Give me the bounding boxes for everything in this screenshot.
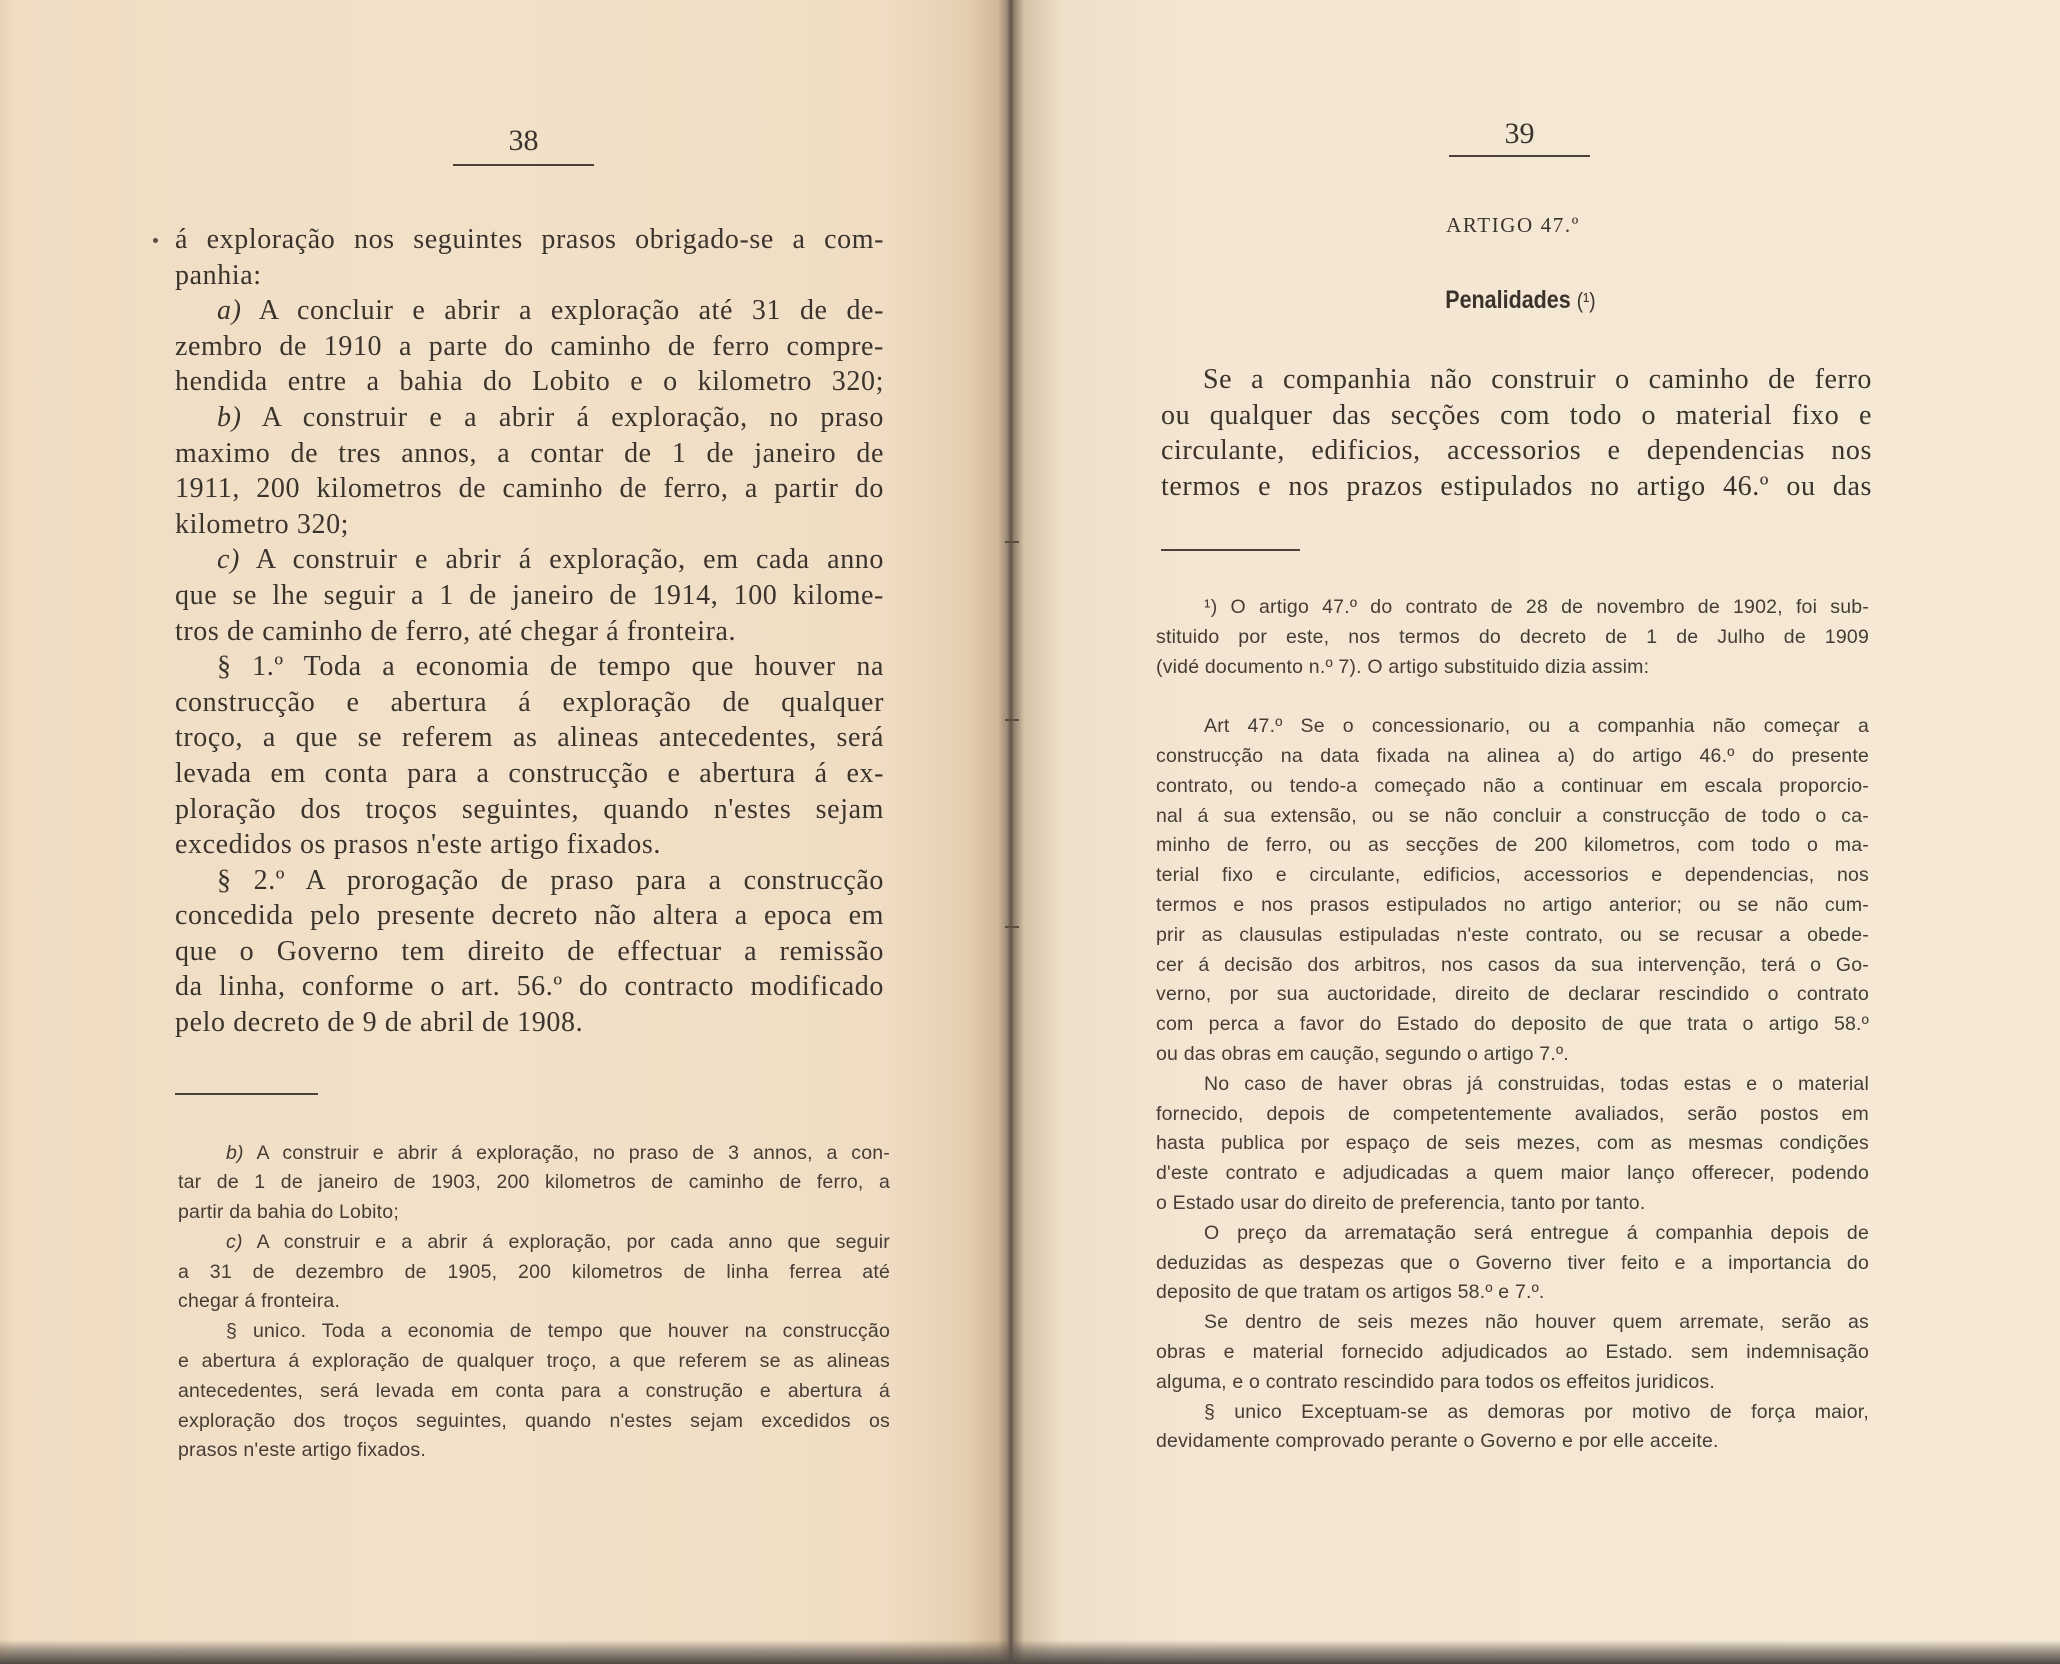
footnote-paragraph (1156, 1398, 1869, 1458)
text-line: ou qualquer das secções com todo o material fixo e (1161, 399, 1872, 431)
footnote-separator (1161, 549, 1300, 551)
footnote-line: obras e material fornecido adjudicados ao Estado. sem indemnisação (1156, 1340, 1869, 1363)
footnote-paragraph (178, 1139, 890, 1228)
footnote-line: alguma, e o contrato rescindido para todos os effeitos juridicos. (1156, 1370, 1715, 1393)
text-line: § 2.º A prorogação de praso para a construcção (217, 864, 884, 896)
binding-mark (1005, 541, 1019, 543)
footnote-line: partir da bahia do Lobito; (178, 1201, 399, 1224)
footnote-line: nal á sua extensão, ou se não concluir a construcção de todo o ca- (1156, 804, 1869, 827)
footnote-paragraph (1156, 593, 1869, 682)
footnote-line: antecedentes, será levada em conta para a construção e abertura á (178, 1379, 890, 1402)
footnote-line: deposito de que tratam os artigos 58.º e 7.º. (1156, 1281, 1545, 1304)
line-text: A construir e a abrir á exploração, no praso (261, 401, 884, 433)
footnote-paragraph (178, 1317, 890, 1466)
footnote-line: (vidé documento n.º 7). O artigo substituido dizia assim: (1156, 655, 1650, 678)
footnote-line: § unico. Toda a economia de tempo que houver na construcção (226, 1320, 890, 1343)
binding-mark (1005, 719, 1019, 721)
paragraph (1161, 362, 1872, 504)
footnote-paragraph (1156, 712, 1869, 1070)
text-line: termos e nos prazos estipulados no artigo 46.º ou das (1161, 470, 1872, 502)
article-heading: ARTIGO 47.º (1446, 213, 1580, 237)
text-line: que o Governo tem direito de effectuar a remissão (175, 935, 884, 967)
text-line: levada em conta para a construcção e abertura á ex- (175, 757, 884, 789)
footnote-line: stituido por este, nos termos do decreto de 1 de Julho de 1909 (1156, 625, 1869, 648)
text-line: zembro de 1910 a parte do caminho de ferro compre- (175, 330, 884, 362)
item-label: b) (217, 401, 242, 433)
section-title (1420, 284, 1620, 316)
text-line: troço, a que se referem as alineas antecedentes, será (175, 722, 884, 754)
binding-mark (1005, 926, 1019, 928)
text-line (175, 293, 884, 329)
footnotes (178, 1139, 890, 1467)
footnote-line: e abertura á exploração de qualquer troço, a que referem se as alineas (178, 1350, 890, 1373)
text-line: que se lhe seguir a 1 de janeiro de 1914, 100 kilome- (175, 579, 884, 611)
section-title-word: Penalidades (1444, 286, 1571, 314)
footnote-line: prir as clausulas estipuladas n'este contrato, ou se recusar a obede- (1156, 923, 1869, 946)
line-text: A concluir e abrir a exploração até 31 de de- (258, 295, 884, 327)
paragraph (175, 863, 884, 1041)
footnote-line: hasta publica por espaço de seis mezes, com as mesmas condições (1156, 1132, 1869, 1155)
footnote-line: d'este contrato e adjudicadas a quem maior lanço offerecer, podendo (1156, 1162, 1869, 1185)
footnote-line: terial fixo e circulante, edificios, accessorios e dependencias, nos (1156, 864, 1869, 887)
item-label: a) (217, 295, 242, 327)
text-line: excedidos os prasos n'este artigo fixados. (175, 829, 661, 861)
text-line: da linha, conforme o art. 56.º do contracto modificado (175, 971, 884, 1003)
footnote-line: minho de ferro, ou as secções de 200 kilometros, com todo o ma- (1156, 834, 1869, 857)
footnote-line: exploração dos troços seguintes, quando n'estes sejam excedidos os (178, 1409, 890, 1432)
footnotes (1156, 593, 1869, 1457)
text-line: 1911, 200 kilometros de caminho de ferro, a partir do (175, 473, 884, 505)
footnote-line: cer á decisão dos arbitros, nos casos da sua intervenção, terá o Go- (1156, 953, 1869, 976)
footnote-paragraph (1156, 1219, 1869, 1308)
footnote-line: ou das obras em caução, segundo o artigo 7.º. (1156, 1042, 1569, 1065)
footnote-line (178, 1228, 890, 1258)
paragraph (175, 293, 884, 400)
footnote-line: ¹) O artigo 47.º do contrato de 28 de novembro de 1902, foi sub- (1204, 596, 1869, 618)
main-text (175, 222, 884, 1041)
footnote-line (178, 1139, 890, 1169)
footnote-line: devidamente comprovado perante o Governo e por elle acceite. (1156, 1430, 1719, 1453)
text-line: pelo decreto de 9 de abril de 1908. (175, 1007, 584, 1039)
text-line: ploração dos troços seguintes, quando n'estes sejam (175, 793, 884, 825)
footnote-line: construcção na data fixada na alinea a) do artigo 46.º do presente (1156, 744, 1869, 767)
footnote-reference: (¹) (1576, 288, 1596, 313)
paragraph (175, 649, 884, 863)
line-text: A construir e abrir á exploração, no praso de 3 annos, a con- (256, 1141, 890, 1164)
footnote-line: tar de 1 de janeiro de 1903, 200 kilometros de caminho de ferro, a (178, 1171, 890, 1194)
text-line: Se a companhia não construir o caminho de ferro (1203, 364, 1872, 395)
text-line: § 1.º Toda a economia de tempo que houver na (217, 651, 884, 683)
text-line: construcção e abertura á exploração de qualquer (175, 686, 884, 718)
text-line: tros de caminho de ferro, até chegar á fronteira. (175, 615, 737, 647)
text-line (175, 542, 884, 578)
paragraph (175, 542, 884, 649)
footnote-line: o Estado usar do direito de preferencia, tanto por tanto. (1156, 1191, 1646, 1214)
footnote-line: verno, por sua auctoridade, direito de declarar rescindido o contrato (1156, 983, 1869, 1006)
text-line (175, 400, 884, 436)
item-label: c) (217, 544, 240, 576)
footnote-line: Art 47.º Se o concessionario, ou a companhia não começar a (1204, 715, 1869, 738)
text-line: kilometro 320; (175, 508, 350, 540)
footnote-line: chegar á fronteira. (178, 1290, 341, 1313)
section-title-text (1445, 284, 1595, 317)
page-number: 38 (508, 124, 539, 157)
footnote-paragraph (178, 1228, 890, 1317)
footnote-separator (175, 1093, 318, 1095)
text-line: hendida entre a bahia do Lobito e o kilometro 320; (175, 366, 884, 398)
text-line: á exploração nos seguintes prasos obrigado-se a com- (175, 224, 884, 255)
text-line: panhia: (175, 259, 262, 291)
bottom-edge-shadow (0, 1640, 2060, 1664)
footnote-line: O preço da arrematação será entregue á companhia depois de (1204, 1221, 1869, 1244)
page-number-rule (453, 164, 594, 166)
footnote-line: a 31 de dezembro de 1905, 200 kilometros de linha ferrea até (178, 1260, 890, 1283)
paragraph (175, 222, 884, 293)
footnote-paragraph (1156, 1070, 1869, 1219)
footnote-line: contrato, ou tendo-a começado não a continuar em escala proporcio- (1156, 774, 1869, 797)
footnote-line: § unico Exceptuam-se as demoras por motivo de força maior, (1204, 1400, 1869, 1423)
main-text (1161, 362, 1872, 504)
text-line: concedida pelo presente decreto não altera a epoca em (175, 900, 884, 932)
text-line: maximo de tres annos, a contar de 1 de janeiro de (175, 437, 884, 469)
text-line: circulante, edificios, accessorios e dependencias nos (1161, 435, 1872, 467)
footnote-line: fornecido, depois de competentemente avaliados, serão postos em (1156, 1102, 1869, 1125)
footnote-paragraph (1156, 1308, 1869, 1397)
footnote-line: com perca a favor do Estado do deposito de que trata o artigo 58.º (1156, 1013, 1869, 1036)
page-number-rule (1449, 155, 1590, 157)
footnote-line: deduzidas as despezas que o Governo tiver feito e a importancia do (1156, 1251, 1869, 1274)
line-text: A construir e a abrir á exploração, por cada anno que seguir (256, 1230, 890, 1253)
page-number: 39 (1504, 117, 1535, 150)
margin-dot (153, 238, 158, 243)
item-label: b) (226, 1141, 244, 1164)
line-text: A construir e abrir á exploração, em cada anno (255, 544, 884, 576)
footnote-line: termos e nos prasos estipulados no artigo anterior; ou se não cum- (1156, 893, 1869, 916)
footnote-line: prasos n'este artigo fixados. (178, 1439, 426, 1462)
item-label: c) (226, 1230, 243, 1253)
paragraph (175, 400, 884, 542)
footnote-line: Se dentro de seis mezes não houver quem arremate, serão as (1204, 1311, 1869, 1334)
footnote-line: No caso de haver obras já construidas, todas estas e o material (1204, 1072, 1869, 1095)
